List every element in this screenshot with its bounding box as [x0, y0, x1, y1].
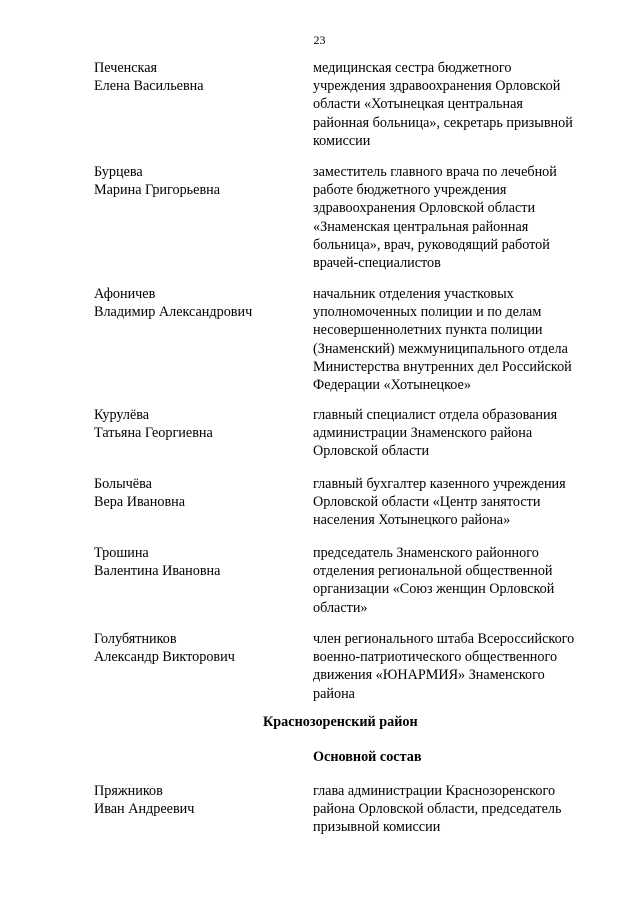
member-role: [313, 59, 603, 150]
member-name: [94, 544, 304, 580]
member-role: [313, 163, 603, 272]
member-name: [94, 285, 304, 321]
member-given-name: Иван Андреевич: [94, 801, 195, 818]
member-surname: Трошина: [94, 545, 149, 561]
member-role: [313, 285, 603, 394]
role-line: администрации Знаменского района: [313, 425, 533, 442]
page-number: 23: [313, 33, 326, 47]
role-line: района Орловской области, председатель: [313, 801, 562, 818]
role-line: здравоохранения Орловской области: [313, 200, 536, 217]
member-given-name: Елена Васильевна: [94, 78, 204, 95]
role-line: учреждения здравоохранения Орловской: [313, 78, 561, 95]
member-role: [313, 406, 603, 461]
role-line: отделения региональной общественной: [313, 563, 553, 580]
member-surname: Пряжников: [94, 783, 163, 799]
member-given-name: Владимир Александрович: [94, 304, 253, 321]
role-line: уполномоченных полиции и по делам: [313, 304, 542, 321]
section-heading: Краснозоренский район: [263, 714, 418, 730]
role-line: глава администрации Краснозоренского: [313, 783, 556, 799]
member-surname: Афоничев: [94, 286, 156, 302]
role-line: района: [313, 685, 355, 702]
role-line: военно-патриотического общественного: [313, 649, 558, 666]
role-line: призывной комиссии: [313, 819, 441, 836]
role-line: главный бухгалтер казенного учреждения: [313, 476, 566, 492]
member-name: [94, 630, 304, 666]
role-line: организации «Союз женщин Орловской: [313, 581, 555, 598]
member-surname: Голубятников: [94, 631, 177, 647]
member-surname: Болычёва: [94, 476, 152, 492]
role-line: области»: [313, 599, 368, 616]
member-given-name: Вера Ивановна: [94, 494, 186, 511]
role-line: Министерства внутренних дел Российской: [313, 358, 572, 375]
role-line: Федерации «Хотынецкое»: [313, 377, 471, 394]
member-surname: Печенская: [94, 60, 158, 76]
role-line: движения «ЮНАРМИЯ» Знаменского: [313, 667, 545, 684]
member-name: [94, 59, 304, 95]
member-role: [313, 782, 603, 837]
role-line: области «Хотынецкая центральная: [313, 96, 523, 113]
role-line: Орловской области: [313, 443, 430, 460]
member-name: [94, 163, 304, 199]
role-line: населения Хотынецкого района»: [313, 512, 511, 529]
member-name: [94, 782, 304, 818]
role-line: больница», врач, руководящий работой: [313, 236, 550, 253]
member-role: [313, 475, 603, 530]
role-line: заместитель главного врача по лечебной: [313, 164, 557, 180]
role-line: член регионального штаба Всероссийского: [313, 631, 575, 647]
role-line: врачей-специалистов: [313, 255, 441, 272]
role-line: Орловской области «Центр занятости: [313, 494, 541, 511]
member-given-name: Александр Викторович: [94, 649, 235, 666]
member-given-name: Валентина Ивановна: [94, 563, 221, 580]
member-name: [94, 475, 304, 511]
member-role: [313, 630, 603, 703]
role-line: медицинская сестра бюджетного: [313, 60, 512, 76]
member-role: [313, 544, 603, 617]
member-surname: Курулёва: [94, 407, 150, 423]
member-given-name: Марина Григорьевна: [94, 182, 221, 199]
member-name: [94, 406, 304, 442]
role-line: комиссии: [313, 132, 371, 149]
role-line: главный специалист отдела образования: [313, 407, 558, 423]
role-line: начальник отделения участковых: [313, 286, 514, 302]
role-line: несовершеннолетних пункта полиции: [313, 322, 543, 339]
subsection-heading: Основной состав: [313, 749, 422, 765]
role-line: работе бюджетного учреждения: [313, 182, 507, 199]
role-line: «Знаменская центральная районная: [313, 218, 529, 235]
member-surname: Бурцева: [94, 164, 143, 180]
member-given-name: Татьяна Георгиевна: [94, 425, 213, 442]
role-line: председатель Знаменского районного: [313, 545, 539, 561]
role-line: (Знаменский) межмуниципального отдела: [313, 340, 568, 357]
role-line: районная больница», секретарь призывной: [313, 114, 573, 131]
